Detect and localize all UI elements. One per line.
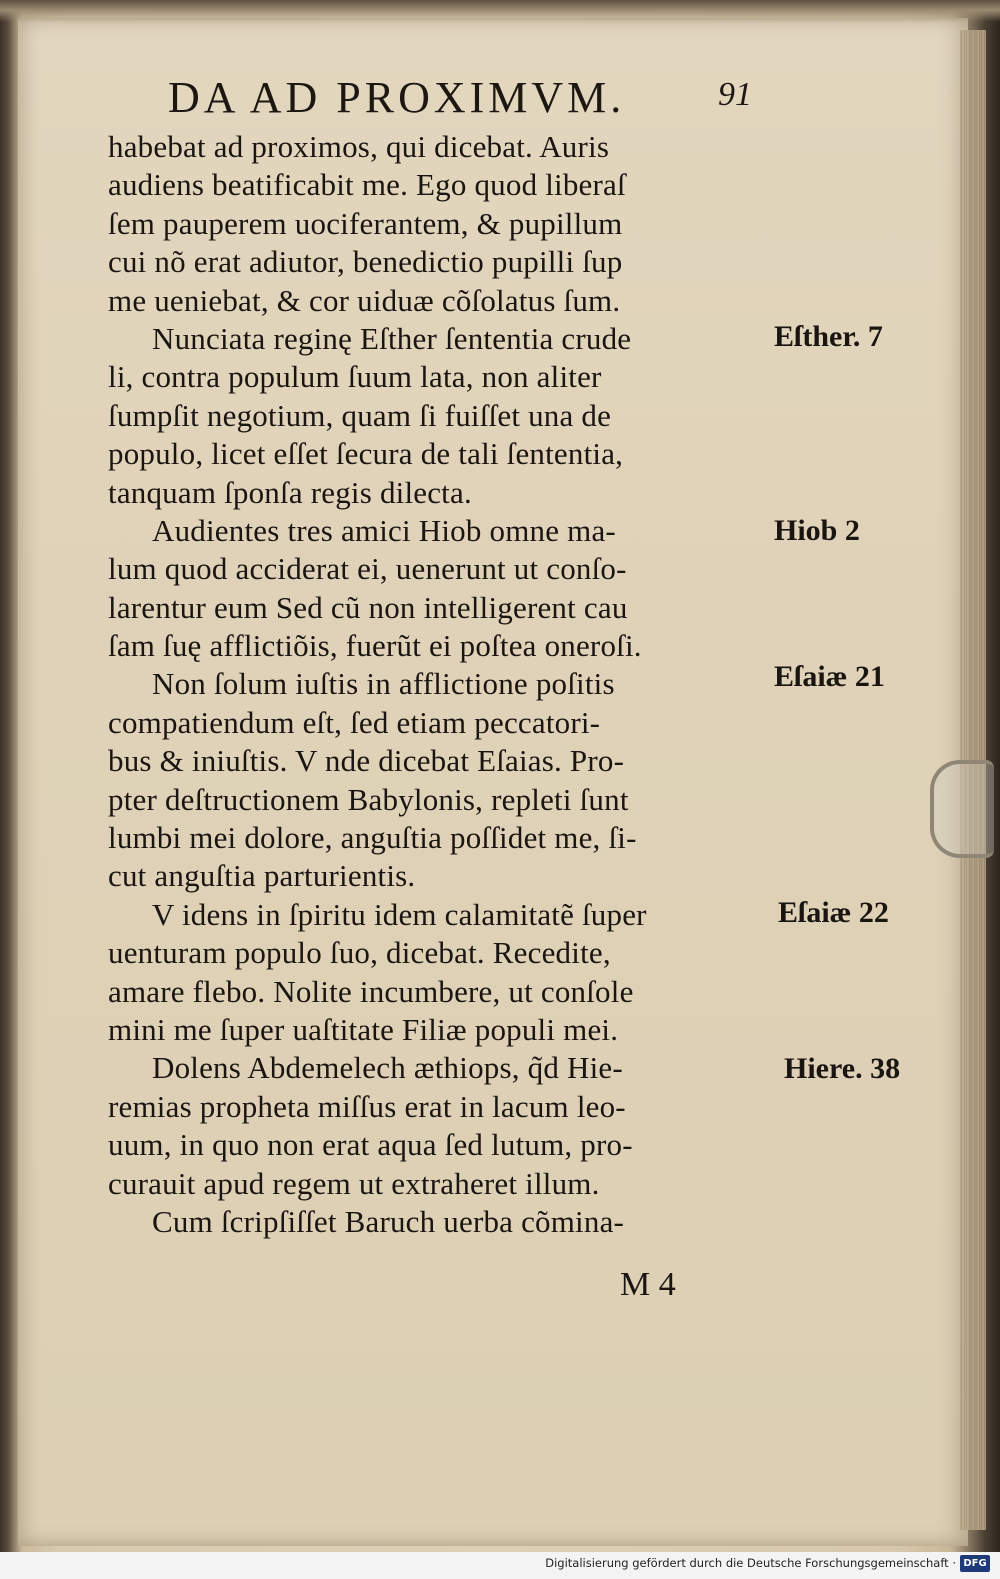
text-line: tanquam ſponſa regis dilecta. — [108, 474, 472, 510]
main-text-block — [108, 128, 773, 1241]
text-line: curauit apud regem ut extraheret illum. — [108, 1165, 600, 1201]
text-line: V idens in ſpiritu idem calamitatẽ ſuper — [152, 896, 647, 932]
page-top-edge — [0, 0, 1000, 22]
marginal-note-hiob: Hiob 2 — [774, 514, 860, 547]
marginal-note-esaiae-21: Eſaiæ 21 — [774, 660, 885, 693]
dfg-logo: DFG — [960, 1555, 990, 1572]
text-line: li, contra populum ſuum lata, non aliter — [108, 359, 602, 395]
marginal-note-esaiae-22: Eſaiæ 22 — [778, 896, 889, 929]
text-line: Cum ſcripſiſſet Baruch uerba cõmina- — [152, 1203, 625, 1239]
text-line: pter deſtructionem Babylonis, repleti ſunt — [108, 781, 629, 817]
text-line: uum, in quo non erat aqua ſed lutum, pro- — [108, 1127, 633, 1163]
text-line: Non ſolum iuſtis in afflictione poſitis — [152, 666, 615, 702]
text-line: Dolens Abdemelech æthiops, q̃d Hie- — [152, 1050, 623, 1086]
text-line: amare flebo. Nolite incumbere, ut conſole — [108, 973, 634, 1009]
text-line: mini me ſuper uaſtitate Filiæ populi mei. — [108, 1011, 619, 1047]
text-line: lum quod acciderat ei, uenerunt ut conſo- — [108, 551, 627, 587]
text-line: bus & iniuſtis. V nde dicebat Eſaias. Pro- — [108, 743, 625, 779]
text-line: larentur eum Sed cũ non intelligerent cau — [108, 589, 628, 625]
text-line: habebat ad proximos, qui dicebat. Auris — [108, 129, 610, 164]
text-line: Nunciata reginę Eſther ſententia crude — [152, 320, 632, 356]
folio-number: 91 — [718, 76, 752, 113]
text-line: uenturam populo ſuo, dicebat. Recedite, — [108, 935, 611, 971]
text-line: compatiendum eſt, ſed etiam peccatori- — [108, 704, 601, 740]
text-line: populo, licet eſſet ſecura de tali ſententia, — [108, 436, 624, 472]
text-line: cui nõ erat adiutor, benedictio pupilli ſup — [108, 244, 623, 280]
book-clasp — [930, 760, 994, 858]
text-line: ſumpſit negotium, quam ſi fuiſſet una de — [108, 397, 612, 433]
text-line: lumbi mei dolore, anguſtia poſſidet me, ſi- — [108, 820, 637, 856]
running-head: DA AD PROXIMVM. — [168, 73, 626, 122]
signature-mark: M 4 — [620, 1266, 676, 1303]
text-line: Audientes tres amici Hiob omne ma- — [152, 512, 616, 548]
text-line: audiens beatificabit me. Ego quod liberaſ — [108, 167, 626, 203]
text-line: remias propheta miſſus erat in lacum leo- — [108, 1088, 626, 1124]
text-line: ſem pauperem uociferantem, & pupillum — [108, 205, 623, 241]
marginal-note-hiere: Hiere. 38 — [784, 1052, 901, 1085]
footer-credit: Digitalisierung gefördert durch die Deutsche Forschungsgemeinschaft · — [545, 1556, 956, 1570]
text-line: ſam ſuę afflictiõis, fuerũt ei poſtea oneroſi. — [108, 628, 642, 664]
marginal-note-esther: Eſther. 7 — [774, 320, 883, 353]
text-line: me ueniebat, & cor uiduæ cõſolatus ſum. — [108, 282, 621, 318]
text-line: cut anguſtia parturientis. — [108, 858, 416, 894]
